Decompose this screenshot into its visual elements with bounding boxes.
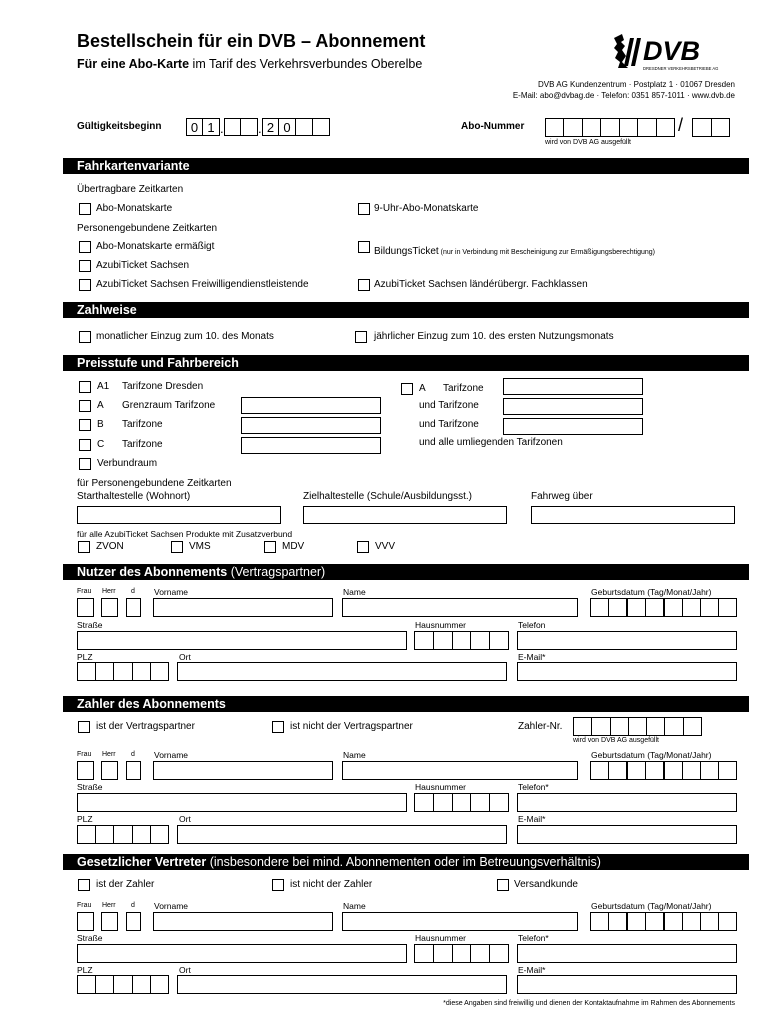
label-vorname: Vorname <box>154 587 189 597</box>
checkbox-azubi-laenderuebergr[interactable] <box>358 279 370 291</box>
code-c: C <box>97 439 105 450</box>
label-frau: Frau <box>77 902 92 909</box>
validity-digit[interactable] <box>224 118 241 136</box>
checkbox-vertreter-nicht-zahler[interactable] <box>272 879 284 891</box>
validity-digit[interactable]: 0 <box>279 118 296 136</box>
form-title: Bestellschein für ein DVB – Abonnement <box>77 31 426 51</box>
label-versandkunde: Versandkunde <box>514 879 578 890</box>
checkbox-a1[interactable] <box>79 381 91 393</box>
label-zahler-nr: Zahler-Nr. <box>518 721 563 732</box>
group-uebertragbar: Übertragbare Zeitkarten <box>77 184 184 195</box>
validity-digit[interactable] <box>241 118 258 136</box>
label-email: E-Mail* <box>518 814 546 824</box>
checkbox-divers[interactable] <box>126 598 141 617</box>
label-name: Name <box>343 587 366 597</box>
input-geburtsdatum[interactable] <box>590 912 737 931</box>
label-right-umliegende: und alle umliegenden Tarifzonen <box>419 437 563 448</box>
label-strasse: Straße <box>77 782 103 792</box>
label-name: Name <box>343 750 366 760</box>
label-plz: PLZ <box>77 652 93 662</box>
label-d: d <box>131 588 135 595</box>
label-email: E-Mail* <box>518 652 546 662</box>
label-c: Tarifzone <box>122 439 163 450</box>
checkbox-vvv[interactable] <box>357 541 369 553</box>
input-right-tarifzone-2[interactable] <box>503 398 643 415</box>
input-c-tarifzone[interactable] <box>241 437 381 454</box>
input-name[interactable] <box>342 761 578 780</box>
label-b: Tarifzone <box>122 419 163 430</box>
section-zahler: Zahler des Abonnements <box>63 696 749 712</box>
label-9uhr-abo: 9-Uhr-Abo-Monatskarte <box>374 203 479 214</box>
label-hausnummer: Hausnummer <box>415 933 467 943</box>
input-plz[interactable] <box>77 825 169 844</box>
label-right-tarifzone: Tarifzone <box>443 383 484 394</box>
label-herr: Herr <box>102 588 116 595</box>
input-zahler-nr[interactable] <box>573 717 702 736</box>
input-right-tarifzone-1[interactable] <box>503 378 643 395</box>
input-plz[interactable] <box>77 662 169 681</box>
input-ort[interactable] <box>177 662 507 681</box>
abo-number-note: wird von DVB AG ausgefüllt <box>545 139 631 146</box>
input-strasse[interactable] <box>77 944 407 963</box>
pers-zeitkarten-title: für Personengebundene Zeitkarten <box>77 478 232 489</box>
input-geburtsdatum[interactable] <box>590 598 737 617</box>
label-email: E-Mail* <box>518 965 546 975</box>
checkbox-c[interactable] <box>79 439 91 451</box>
checkbox-zahler-ist-vertragspartner[interactable] <box>78 721 90 733</box>
section-fahrkartenvariante: Fahrkartenvariante <box>63 158 749 174</box>
label-plz: PLZ <box>77 814 93 824</box>
label-frau: Frau <box>77 751 92 758</box>
checkbox-zvon[interactable] <box>78 541 90 553</box>
label-herr: Herr <box>102 751 116 758</box>
checkbox-azubi-freiwillig[interactable] <box>79 279 91 291</box>
form-subtitle <box>77 57 422 71</box>
dvb-logo <box>612 32 734 72</box>
logo-small-text: DRESDNER VERKEHRSBETRIEBE AG <box>643 66 719 71</box>
abo-number-field[interactable] <box>545 118 675 137</box>
checkbox-divers[interactable] <box>126 912 141 931</box>
label-telefon: Telefon* <box>518 782 549 792</box>
input-b-tarifzone[interactable] <box>241 417 381 434</box>
section-nutzer: Nutzer des Abonnements (Vertragspartner) <box>63 564 749 580</box>
input-telefon[interactable] <box>517 944 737 963</box>
checkbox-jaehrlich[interactable] <box>355 331 367 343</box>
checkbox-vertreter-ist-zahler[interactable] <box>78 879 90 891</box>
label-monatlich: monatlicher Einzug zum 10. des Monats <box>96 331 274 342</box>
label-a-grenzraum: Grenzraum Tarifzone <box>122 400 216 411</box>
label-strasse: Straße <box>77 933 103 943</box>
checkbox-abo-monatskarte[interactable] <box>79 203 91 215</box>
checkbox-bildungsticket[interactable] <box>358 241 370 253</box>
abo-number-suffix-field[interactable] <box>692 118 730 137</box>
validity-digit[interactable]: 0 <box>186 118 203 136</box>
subtitle-bold: Für eine Abo-Karte <box>77 57 190 71</box>
label-vertreter-ist-zahler: ist der Zahler <box>96 879 155 890</box>
checkbox-herr[interactable] <box>101 912 118 931</box>
checkbox-versandkunde[interactable] <box>497 879 509 891</box>
validity-separator: . <box>258 121 262 136</box>
checkbox-divers[interactable] <box>126 761 141 780</box>
validity-separator: . <box>220 121 224 136</box>
validity-digit[interactable] <box>313 118 330 136</box>
validity-digit[interactable]: 2 <box>262 118 279 136</box>
input-hausnummer[interactable] <box>414 631 509 650</box>
input-starthaltestelle[interactable] <box>77 506 281 524</box>
input-plz[interactable] <box>77 975 169 994</box>
label-vorname: Vorname <box>154 750 189 760</box>
label-telefon: Telefon <box>518 620 546 630</box>
code-a-right: A <box>419 383 426 394</box>
checkbox-frau[interactable] <box>77 761 94 780</box>
input-telefon[interactable] <box>517 793 737 812</box>
checkbox-zahler-nicht-vertragspartner[interactable] <box>272 721 284 733</box>
label-d: d <box>131 751 135 758</box>
checkbox-herr[interactable] <box>101 761 118 780</box>
label-zielhaltestelle: Zielhaltestelle (Schule/Ausbildungsst.) <box>303 491 472 502</box>
address-line-2: E-Mail: abo@dvbag.de · Telefon: 0351 857-1011 · www.dvb.de <box>512 91 735 100</box>
abo-number-label: Abo-Nummer <box>461 121 525 132</box>
label-starthaltestelle: Starthaltestelle (Wohnort) <box>77 491 191 502</box>
label-d: d <box>131 902 135 909</box>
input-email[interactable] <box>517 975 737 994</box>
input-ort[interactable] <box>177 825 507 844</box>
label-zahler-nicht-vertragspartner: ist nicht der Vertragspartner <box>290 721 413 732</box>
label-abo-ermaessigt: Abo-Monatskarte ermäßigt <box>96 241 215 252</box>
label-vms: VMS <box>189 541 211 552</box>
label-zahler-ist-vertragspartner: ist der Vertragspartner <box>96 721 195 732</box>
label-verbundraum: Verbundraum <box>97 458 158 469</box>
input-ort[interactable] <box>177 975 507 994</box>
label-vorname: Vorname <box>154 901 189 911</box>
label-vertreter-nicht-zahler: ist nicht der Zahler <box>290 879 373 890</box>
footer-note: *diese Angaben sind freiwillig und dienen der Kontaktaufnahme im Rahmen des Abonnements <box>443 1000 735 1007</box>
label-azubi-freiwillig: AzubiTicket Sachsen Freiwilligendienstleistende <box>96 279 309 290</box>
checkbox-frau[interactable] <box>77 912 94 931</box>
input-telefon[interactable] <box>517 631 737 650</box>
input-vorname[interactable] <box>153 761 333 780</box>
label-a1: Tarifzone Dresden <box>122 381 204 392</box>
dvb-logo-stripes <box>624 38 641 66</box>
input-strasse[interactable] <box>77 793 407 812</box>
input-a-tarifzone[interactable] <box>241 397 381 414</box>
label-ort: Ort <box>179 814 191 824</box>
input-vorname[interactable] <box>153 598 333 617</box>
input-strasse[interactable] <box>77 631 407 650</box>
checkbox-herr[interactable] <box>101 598 118 617</box>
label-bildungsticket: BildungsTicket (nur in Verbindung mit Bescheinigung zur Ermäßigungsberechtigung) <box>374 246 656 257</box>
label-herr: Herr <box>102 902 116 909</box>
input-zielhaltestelle[interactable] <box>303 506 507 524</box>
code-b: B <box>97 419 104 430</box>
label-name: Name <box>343 901 366 911</box>
input-geburtsdatum[interactable] <box>590 761 737 780</box>
label-right-und-tarifzone-2: und Tarifzone <box>419 419 479 430</box>
code-a1: A1 <box>97 381 110 392</box>
label-frau: Frau <box>77 588 92 595</box>
validity-digit[interactable]: 1 <box>203 118 220 136</box>
checkbox-monatlich[interactable] <box>79 331 91 343</box>
checkbox-azubiticket[interactable] <box>79 260 91 272</box>
azubi-zusatzverbund-note: für alle AzubiTicket Sachsen Produkte mit Zusatzverbund <box>77 529 293 539</box>
input-email[interactable] <box>517 825 737 844</box>
address-line-1: DVB AG Kundenzentrum · Postplatz 1 · 01067 Dresden <box>538 80 735 89</box>
label-geburtsdatum: Geburtsdatum (Tag/Monat/Jahr) <box>591 587 712 597</box>
input-name[interactable] <box>342 598 578 617</box>
label-telefon: Telefon* <box>518 933 549 943</box>
validity-digit[interactable] <box>296 118 313 136</box>
group-personengebunden: Personengebundene Zeitkarten <box>77 223 218 234</box>
label-azubiticket: AzubiTicket Sachsen <box>96 260 190 271</box>
label-fahrweg: Fahrweg über <box>531 491 593 502</box>
checkbox-b[interactable] <box>79 419 91 431</box>
abo-number-slash: / <box>678 115 684 135</box>
input-hausnummer[interactable] <box>414 793 509 812</box>
checkbox-verbundraum[interactable] <box>79 458 91 470</box>
label-abo-monatskarte: Abo-Monatskarte <box>96 203 173 214</box>
checkbox-frau[interactable] <box>77 598 94 617</box>
label-plz: PLZ <box>77 965 93 975</box>
label-azubi-laenderuebergr: AzubiTicket Sachsen ländérübergr. Fachklassen <box>374 279 588 290</box>
section-zahlweise: Zahlweise <box>63 302 749 318</box>
section-vertreter: Gesetzlicher Vertreter (insbesondere bei mind. Abonnementen oder im Betreuungsverhältnis) <box>63 854 749 870</box>
logo-text: DVB <box>643 36 701 66</box>
input-hausnummer[interactable] <box>414 944 509 963</box>
input-name[interactable] <box>342 912 578 931</box>
label-mdv: MDV <box>282 541 305 552</box>
checkbox-9uhr-abo[interactable] <box>358 203 370 215</box>
checkbox-vms[interactable] <box>171 541 183 553</box>
subtitle-rest: im Tarif des Verkehrsverbundes Oberelbe <box>189 57 423 71</box>
label-hausnummer: Hausnummer <box>415 620 467 630</box>
label-zvon: ZVON <box>96 541 124 552</box>
input-email[interactable] <box>517 662 737 681</box>
code-a: A <box>97 400 104 411</box>
label-geburtsdatum: Geburtsdatum (Tag/Monat/Jahr) <box>591 750 712 760</box>
checkbox-a-grenzraum[interactable] <box>79 400 91 412</box>
label-strasse: Straße <box>77 620 103 630</box>
input-fahrweg[interactable] <box>531 506 735 524</box>
label-hausnummer: Hausnummer <box>415 782 467 792</box>
label-jaehrlich: jährlicher Einzug zum 10. des ersten Nutzungsmonats <box>374 331 614 342</box>
checkbox-mdv[interactable] <box>264 541 276 553</box>
checkbox-a-right[interactable] <box>401 383 413 395</box>
validity-label: Gültigkeitsbeginn <box>77 121 162 132</box>
input-vorname[interactable] <box>153 912 333 931</box>
checkbox-abo-ermaessigt[interactable] <box>79 241 91 253</box>
label-right-und-tarifzone-1: und Tarifzone <box>419 400 479 411</box>
section-preisstufe: Preisstufe und Fahrbereich <box>63 355 749 371</box>
zahler-nr-note: wird von DVB AG ausgefüllt <box>573 737 659 744</box>
label-geburtsdatum: Geburtsdatum (Tag/Monat/Jahr) <box>591 901 712 911</box>
label-ort: Ort <box>179 652 191 662</box>
input-right-tarifzone-3[interactable] <box>503 418 643 435</box>
label-vvv: VVV <box>375 541 396 552</box>
label-ort: Ort <box>179 965 191 975</box>
validity-date-field[interactable] <box>186 118 330 136</box>
